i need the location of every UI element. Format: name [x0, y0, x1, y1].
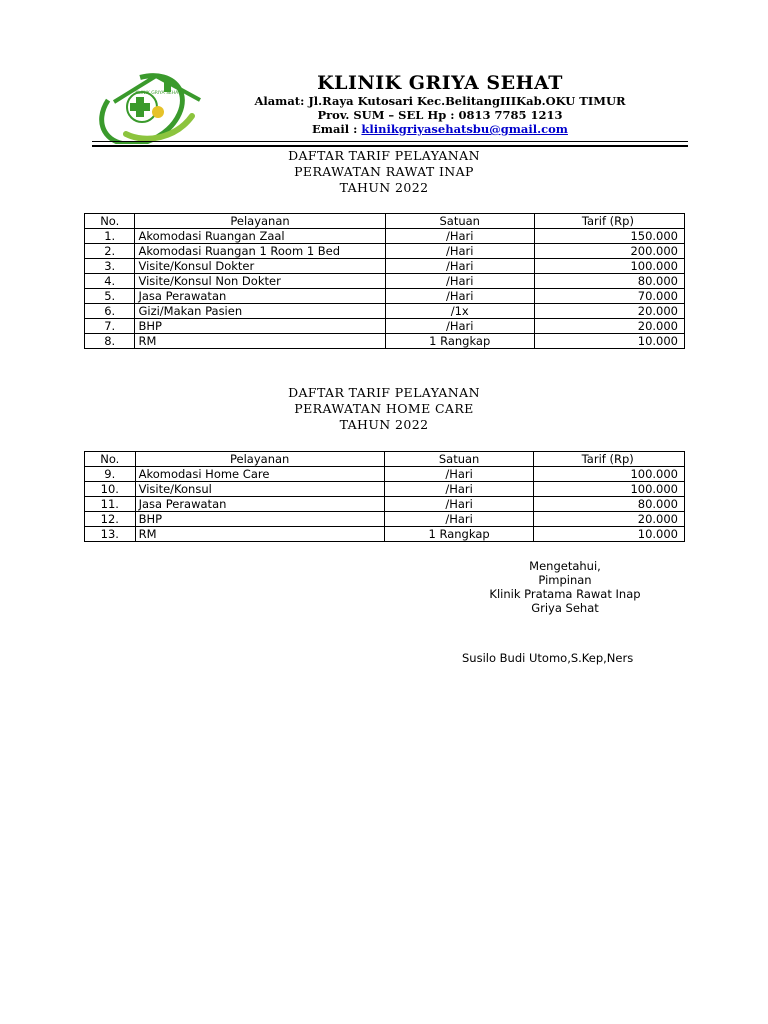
cell-satuan: /Hari — [384, 497, 534, 512]
cell-satuan: 1 Rangkap — [385, 334, 534, 349]
cell-tarif: 100.000 — [534, 467, 685, 482]
cell-pelayanan: RM — [135, 527, 384, 542]
col-header-tarif: Tarif (Rp) — [534, 452, 685, 467]
table-row — [85, 259, 685, 274]
cell-satuan: /Hari — [385, 244, 534, 259]
cell-tarif: 80.000 — [534, 274, 684, 289]
table-row — [85, 334, 685, 349]
table-row — [85, 527, 685, 542]
house-cross-logo-icon — [96, 72, 208, 144]
cell-pelayanan: Akomodasi Ruangan 1 Room 1 Bed — [135, 244, 385, 259]
section2-title-line3: TAHUN 2022 — [339, 417, 429, 432]
table-row — [85, 512, 685, 527]
col-header-no: No. — [85, 452, 136, 467]
col-header-satuan: Satuan — [385, 214, 534, 229]
section2-title-line1: DAFTAR TARIF PELAYANAN — [288, 385, 480, 400]
email-label: Email : — [312, 122, 362, 136]
cell-satuan: 1 Rangkap — [384, 527, 534, 542]
section1-title-line2: PERAWATAN RAWAT INAP — [294, 164, 474, 179]
signature-line3: Klinik Pratama Rawat Inap — [489, 587, 641, 601]
cell-satuan: /Hari — [385, 319, 534, 334]
section1-title — [84, 148, 684, 196]
cell-pelayanan: Gizi/Makan Pasien — [135, 304, 385, 319]
cell-tarif: 100.000 — [534, 482, 685, 497]
clinic-phone: Prov. SUM – SEL Hp : 0813 7785 1213 — [317, 108, 563, 122]
section2-title — [84, 385, 684, 433]
cell-satuan: /Hari — [384, 467, 534, 482]
cell-tarif: 100.000 — [534, 259, 684, 274]
cell-no: 10. — [85, 482, 136, 497]
table-row — [85, 244, 685, 259]
cell-satuan: /Hari — [385, 259, 534, 274]
cell-satuan: /Hari — [385, 289, 534, 304]
cell-satuan: /Hari — [385, 229, 534, 244]
cell-pelayanan: RM — [135, 334, 385, 349]
cell-pelayanan: Visite/Konsul Non Dokter — [135, 274, 385, 289]
signature-line2: Pimpinan — [538, 573, 592, 587]
header-divider-thin — [92, 141, 688, 142]
table-header-row — [85, 214, 685, 229]
cell-no: 3. — [85, 259, 135, 274]
cell-satuan: /Hari — [385, 274, 534, 289]
table-row — [85, 467, 685, 482]
cell-no: 12. — [85, 512, 136, 527]
table-row — [85, 319, 685, 334]
clinic-name: KLINIK GRIYA SEHAT — [317, 72, 563, 94]
cell-pelayanan: Akomodasi Home Care — [135, 467, 384, 482]
table-row — [85, 482, 685, 497]
cell-pelayanan: Visite/Konsul — [135, 482, 384, 497]
table-row — [85, 229, 685, 244]
cell-pelayanan: Jasa Perawatan — [135, 497, 384, 512]
email-link[interactable]: klinikgriyasehatsbu@gmail.com — [361, 122, 568, 136]
cell-tarif: 20.000 — [534, 512, 685, 527]
cell-tarif: 10.000 — [534, 527, 685, 542]
col-header-tarif: Tarif (Rp) — [534, 214, 684, 229]
cell-no: 9. — [85, 467, 136, 482]
cell-tarif: 200.000 — [534, 244, 684, 259]
col-header-pelayanan: Pelayanan — [135, 214, 385, 229]
clinic-email-line — [230, 122, 650, 136]
col-header-no: No. — [85, 214, 135, 229]
signature-block — [440, 559, 690, 615]
cell-tarif: 10.000 — [534, 334, 684, 349]
table-row — [85, 304, 685, 319]
section2-title-line2: PERAWATAN HOME CARE — [294, 401, 474, 416]
cell-no: 13. — [85, 527, 136, 542]
cell-no: 11. — [85, 497, 136, 512]
signature-line1: Mengetahui, — [529, 559, 601, 573]
clinic-logo — [96, 72, 208, 144]
signature-line4: Griya Sehat — [531, 601, 599, 615]
col-header-pelayanan: Pelayanan — [135, 452, 384, 467]
cell-pelayanan: Visite/Konsul Dokter — [135, 259, 385, 274]
section1-title-line1: DAFTAR TARIF PELAYANAN — [288, 148, 480, 163]
rawat-inap-tariff-table — [84, 213, 685, 349]
cell-tarif: 20.000 — [534, 319, 684, 334]
cell-no: 5. — [85, 289, 135, 304]
cell-pelayanan: BHP — [135, 319, 385, 334]
cell-satuan: /Hari — [384, 482, 534, 497]
signer-name: Susilo Budi Utomo,S.Kep,Ners — [462, 651, 634, 665]
cell-no: 2. — [85, 244, 135, 259]
col-header-satuan: Satuan — [384, 452, 534, 467]
cell-satuan: /1x — [385, 304, 534, 319]
cell-tarif: 20.000 — [534, 304, 684, 319]
clinic-address: Alamat: Jl.Raya Kutosari Kec.BelitangIIIKab.OKU TIMUR — [254, 94, 626, 108]
cell-no: 7. — [85, 319, 135, 334]
cell-no: 4. — [85, 274, 135, 289]
cell-tarif: 150.000 — [534, 229, 684, 244]
cell-no: 1. — [85, 229, 135, 244]
header-divider-thick — [92, 145, 688, 147]
home-care-tariff-table — [84, 451, 685, 542]
cell-no: 8. — [85, 334, 135, 349]
table-row — [85, 289, 685, 304]
table-header-row — [85, 452, 685, 467]
table-row — [85, 497, 685, 512]
cell-pelayanan: BHP — [135, 512, 384, 527]
cell-no: 6. — [85, 304, 135, 319]
cell-tarif: 80.000 — [534, 497, 685, 512]
cell-tarif: 70.000 — [534, 289, 684, 304]
cell-satuan: /Hari — [384, 512, 534, 527]
cell-pelayanan: Akomodasi Ruangan Zaal — [135, 229, 385, 244]
cell-pelayanan: Jasa Perawatan — [135, 289, 385, 304]
table-row — [85, 274, 685, 289]
section1-title-line3: TAHUN 2022 — [339, 180, 429, 195]
logo-text: KLINIK GRIYA SEHAT — [135, 91, 181, 96]
